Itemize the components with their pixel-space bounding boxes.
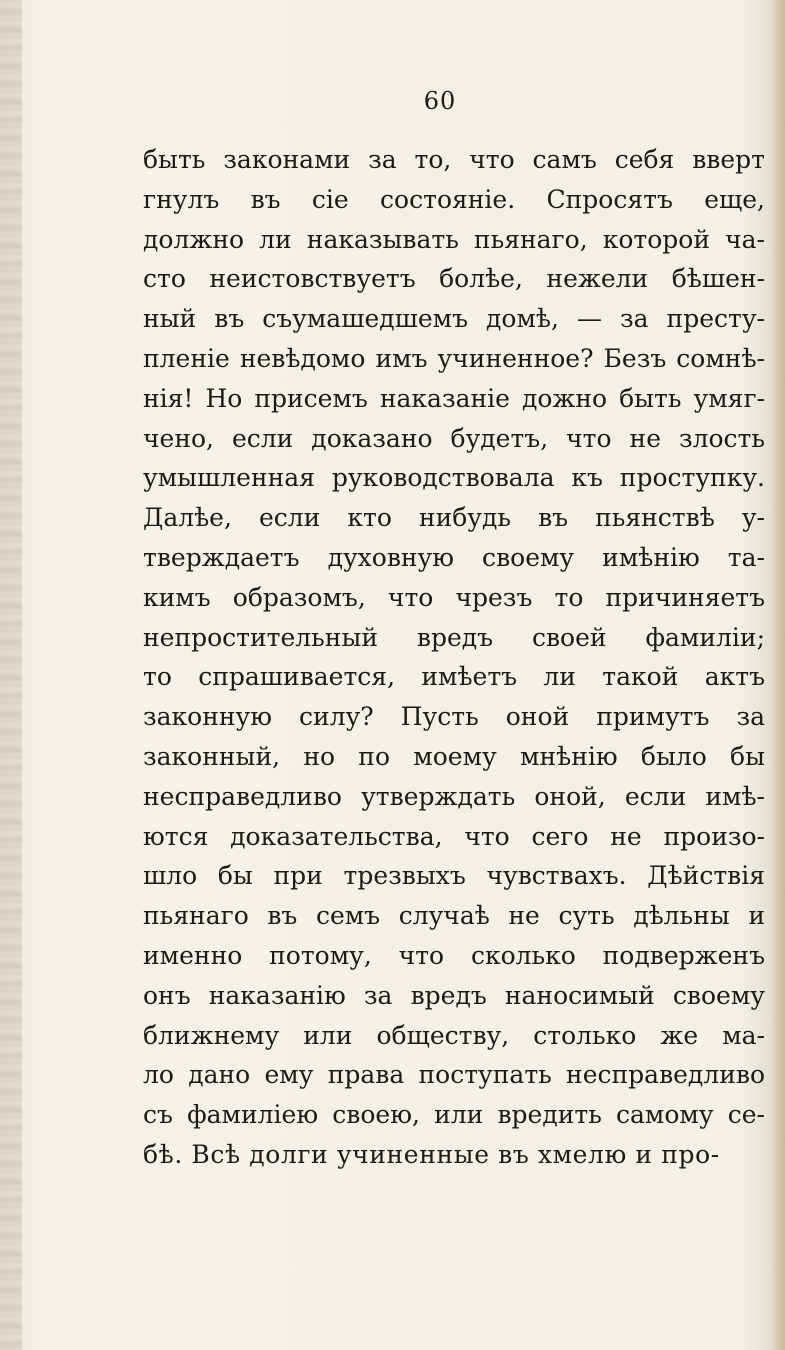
text-line: ближнему или обществу, столько же ма- — [143, 1020, 765, 1050]
text-line: законный, но по моему мнѣнію было бы — [143, 741, 765, 771]
text-line: быть законами за то, что самъ себя вверт — [143, 145, 765, 174]
page-spine-shadow — [0, 0, 22, 1350]
text-line: непростительный вредъ своей фамиліи; — [143, 622, 765, 652]
text-line: гнулъ въ сіе состояніе. Спросятъ еще, — [143, 184, 765, 214]
text-line: сто неистовствуетъ болѣе, нежели бѣшен- — [143, 264, 765, 294]
text-line: Далѣе, если кто нибудь въ пьянствѣ у- — [143, 503, 765, 533]
text-line: чено, если доказано будетъ, что не злость — [143, 423, 765, 453]
text-line: онъ наказанію за вредъ наносимый своему — [143, 980, 765, 1010]
page-edge-shadow — [771, 0, 785, 1350]
text-line: именно потому, что сколько подверженъ — [143, 940, 765, 970]
text-line: съ фамиліею своею, или вредить самому се- — [143, 1100, 765, 1130]
text-line: пленіе невѣдомо имъ учиненное? Безъ сомнѣ- — [143, 343, 765, 373]
text-line: должно ли наказывать пьянаго, которой ча- — [143, 224, 765, 254]
text-line: законную силу? Пусть оной примутъ за — [143, 702, 765, 732]
text-line: шло бы при трезвыхъ чувствахъ. Дѣйствія — [143, 861, 765, 891]
text-line: тверждаетъ духовную своему имѣнію та- — [143, 542, 765, 572]
text-line: несправедливо утверждать оной, если имѣ- — [143, 781, 765, 811]
text-line: ются доказательства, что сего не произо- — [143, 821, 765, 851]
text-line: кимъ образомъ, что чрезъ то причиняетъ — [143, 582, 765, 612]
text-line: ло дано ему права поступать несправедливо — [143, 1060, 765, 1090]
body-text — [143, 140, 765, 1175]
page-number: 60 — [423, 87, 457, 115]
text-line: умышленная руководствовала къ проступку. — [143, 463, 765, 493]
text-line: ный въ съумашедшемъ домѣ, — за престу- — [143, 304, 765, 334]
text-line: бѣ. Всѣ долги учиненные въ хмелю и про- — [143, 1139, 720, 1169]
text-line: пьянаго въ семъ случаѣ не суть дѣльны и — [143, 901, 765, 931]
text-line: то спрашивается, имѣетъ ли такой актъ — [143, 662, 765, 692]
text-line: нія! Но присемъ наказаніе дожно быть умяг- — [143, 383, 765, 413]
